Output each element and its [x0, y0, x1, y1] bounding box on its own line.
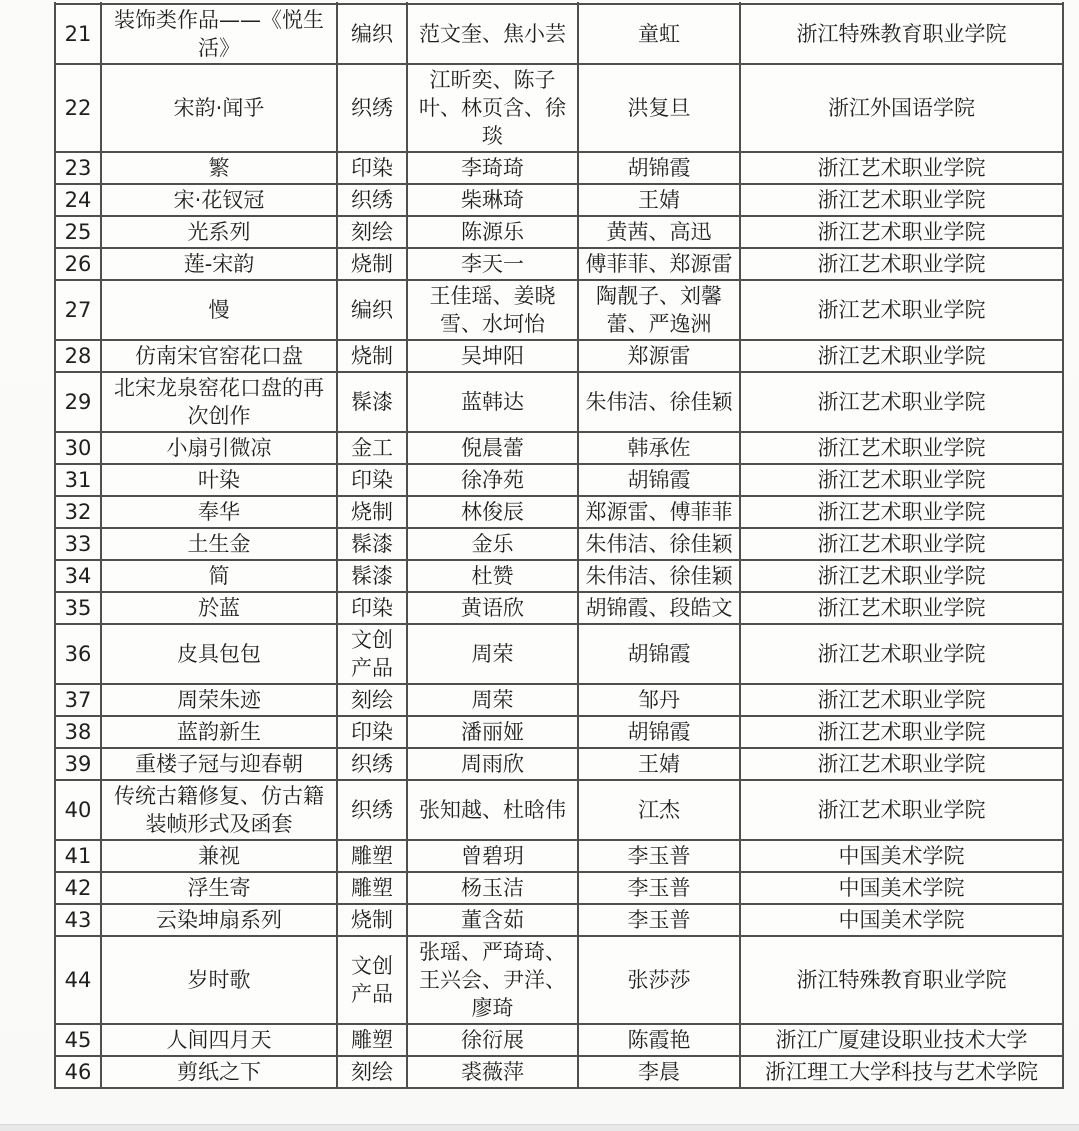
cell-work-title: 小扇引微凉 [101, 432, 337, 464]
cell-authors: 杨玉洁 [407, 872, 578, 904]
cell-number: 34 [55, 560, 101, 592]
table-row [55, 340, 1063, 372]
cell-authors: 吴坤阳 [407, 340, 578, 372]
cell-authors: 曾碧玥 [407, 840, 578, 872]
cell-advisors: 胡锦霞 [578, 716, 740, 748]
table-row [55, 372, 1063, 432]
cell-institution: 浙江艺术职业学院 [740, 560, 1063, 592]
cell-number: 25 [55, 216, 101, 248]
cell-advisors: 胡锦霞、段皓文 [578, 592, 740, 624]
cell-advisors: 朱伟洁、徐佳颖 [578, 528, 740, 560]
cell-number: 27 [55, 280, 101, 340]
cell-number: 29 [55, 372, 101, 432]
cell-work-title: 剪纸之下 [101, 1056, 337, 1088]
cell-advisors: 傅菲菲、郑源雷 [578, 248, 740, 280]
cell-advisors: 李晨 [578, 1056, 740, 1088]
cell-category: 织绣 [337, 184, 407, 216]
cell-category: 刻绘 [337, 216, 407, 248]
cell-institution: 中国美术学院 [740, 840, 1063, 872]
bottom-edge-strip [0, 1124, 1079, 1131]
cell-category: 印染 [337, 152, 407, 184]
cell-advisors: 陈霞艳 [578, 1024, 740, 1056]
table-row [55, 840, 1063, 872]
cell-category: 髹漆 [337, 372, 407, 432]
cell-category: 印染 [337, 464, 407, 496]
cell-advisors: 陶靓子、刘馨蕾、严逸洲 [578, 280, 740, 340]
cell-number: 41 [55, 840, 101, 872]
cell-authors: 董含茹 [407, 904, 578, 936]
cell-number: 42 [55, 872, 101, 904]
cell-number: 37 [55, 684, 101, 716]
cell-work-title: 装饰类作品——《悦生活》 [101, 4, 337, 64]
cell-authors: 黄语欣 [407, 592, 578, 624]
table-row [55, 904, 1063, 936]
cell-institution: 浙江艺术职业学院 [740, 340, 1063, 372]
cell-category: 文创产品 [337, 936, 407, 1024]
cell-category: 编织 [337, 280, 407, 340]
cell-number: 46 [55, 1056, 101, 1088]
cell-category: 织绣 [337, 64, 407, 152]
cell-number: 43 [55, 904, 101, 936]
cell-advisors: 郑源雷 [578, 340, 740, 372]
cell-work-title: 兼视 [101, 840, 337, 872]
table-row [55, 872, 1063, 904]
cell-advisors: 王婧 [578, 184, 740, 216]
cell-authors: 徐净苑 [407, 464, 578, 496]
cell-authors: 蓝韩达 [407, 372, 578, 432]
cell-institution: 浙江外国语学院 [740, 64, 1063, 152]
cell-work-title: 繁 [101, 152, 337, 184]
cell-institution: 浙江艺术职业学院 [740, 464, 1063, 496]
cell-category: 刻绘 [337, 684, 407, 716]
cell-institution: 浙江艺术职业学院 [740, 748, 1063, 780]
table-row [55, 716, 1063, 748]
cell-category: 印染 [337, 716, 407, 748]
table-row [55, 1056, 1063, 1088]
cell-work-title: 重楼子冠与迎春朝 [101, 748, 337, 780]
cell-category: 烧制 [337, 904, 407, 936]
cell-institution: 浙江艺术职业学院 [740, 624, 1063, 684]
cell-number: 44 [55, 936, 101, 1024]
cell-authors: 潘丽娅 [407, 716, 578, 748]
cell-institution: 浙江艺术职业学院 [740, 716, 1063, 748]
cell-advisors: 邹丹 [578, 684, 740, 716]
cell-authors: 徐衍展 [407, 1024, 578, 1056]
table-row [55, 280, 1063, 340]
table-row [55, 248, 1063, 280]
awards-table [54, 2, 1064, 1089]
cell-authors: 周雨欣 [407, 748, 578, 780]
cell-work-title: 土生金 [101, 528, 337, 560]
cell-advisors: 张莎莎 [578, 936, 740, 1024]
cell-category: 烧制 [337, 248, 407, 280]
cell-authors: 李天一 [407, 248, 578, 280]
cell-category: 文创产品 [337, 624, 407, 684]
cell-advisors: 黄茜、高迅 [578, 216, 740, 248]
cell-work-title: 周荣朱迹 [101, 684, 337, 716]
cell-number: 39 [55, 748, 101, 780]
cell-category: 金工 [337, 432, 407, 464]
cell-institution: 浙江广厦建设职业技术大学 [740, 1024, 1063, 1056]
cell-advisors: 李玉普 [578, 872, 740, 904]
cell-number: 40 [55, 780, 101, 840]
cell-institution: 浙江艺术职业学院 [740, 496, 1063, 528]
cell-advisors: 胡锦霞 [578, 152, 740, 184]
cell-work-title: 皮具包包 [101, 624, 337, 684]
cell-authors: 裘薇萍 [407, 1056, 578, 1088]
cell-institution: 浙江理工大学科技与艺术学院 [740, 1056, 1063, 1088]
cell-advisors: 李玉普 [578, 904, 740, 936]
cell-authors: 林俊辰 [407, 496, 578, 528]
cell-work-title: 宋韵·闻乎 [101, 64, 337, 152]
cell-institution: 浙江艺术职业学院 [740, 184, 1063, 216]
cell-institution: 浙江艺术职业学院 [740, 248, 1063, 280]
table-row [55, 528, 1063, 560]
cell-authors: 金乐 [407, 528, 578, 560]
cell-institution: 浙江艺术职业学院 [740, 152, 1063, 184]
cell-authors: 倪晨蕾 [407, 432, 578, 464]
cell-category: 烧制 [337, 496, 407, 528]
cell-institution: 浙江艺术职业学院 [740, 372, 1063, 432]
cell-number: 33 [55, 528, 101, 560]
cell-category: 雕塑 [337, 872, 407, 904]
cell-category: 织绣 [337, 780, 407, 840]
cell-work-title: 蓝韵新生 [101, 716, 337, 748]
cell-work-title: 仿南宋官窑花口盘 [101, 340, 337, 372]
cell-authors: 王佳瑶、姜晓雪、水坷怡 [407, 280, 578, 340]
cell-institution: 中国美术学院 [740, 904, 1063, 936]
cell-work-title: 北宋龙泉窑花口盘的再次创作 [101, 372, 337, 432]
table-row [55, 684, 1063, 716]
cell-institution: 浙江特殊教育职业学院 [740, 936, 1063, 1024]
cell-advisors: 韩承佐 [578, 432, 740, 464]
cell-number: 24 [55, 184, 101, 216]
cell-advisors: 郑源雷、傅菲菲 [578, 496, 740, 528]
cell-institution: 浙江艺术职业学院 [740, 780, 1063, 840]
table-row [55, 560, 1063, 592]
table-row [55, 624, 1063, 684]
cell-authors: 张知越、杜晗伟 [407, 780, 578, 840]
cell-institution: 浙江艺术职业学院 [740, 592, 1063, 624]
table-row [55, 936, 1063, 1024]
cell-work-title: 叶染 [101, 464, 337, 496]
cell-authors: 周荣 [407, 684, 578, 716]
cell-work-title: 莲-宋韵 [101, 248, 337, 280]
cell-institution: 浙江艺术职业学院 [740, 216, 1063, 248]
cell-institution: 浙江艺术职业学院 [740, 432, 1063, 464]
cell-number: 22 [55, 64, 101, 152]
table-row [55, 1024, 1063, 1056]
cell-advisors: 朱伟洁、徐佳颖 [578, 560, 740, 592]
cell-category: 雕塑 [337, 1024, 407, 1056]
table-row [55, 216, 1063, 248]
cell-advisors: 胡锦霞 [578, 624, 740, 684]
cell-number: 30 [55, 432, 101, 464]
cell-authors: 杜赞 [407, 560, 578, 592]
table-row [55, 184, 1063, 216]
cell-number: 35 [55, 592, 101, 624]
cell-number: 31 [55, 464, 101, 496]
cell-work-title: 传统古籍修复、仿古籍装帧形式及函套 [101, 780, 337, 840]
cell-authors: 江昕奕、陈子叶、林页含、徐琰 [407, 64, 578, 152]
cell-institution: 浙江艺术职业学院 [740, 684, 1063, 716]
table-row [55, 432, 1063, 464]
cell-work-title: 光系列 [101, 216, 337, 248]
cell-number: 28 [55, 340, 101, 372]
cell-authors: 陈源乐 [407, 216, 578, 248]
table-row [55, 592, 1063, 624]
table-row [55, 64, 1063, 152]
cell-category: 刻绘 [337, 1056, 407, 1088]
table-row [55, 496, 1063, 528]
table-row [55, 464, 1063, 496]
cell-category: 雕塑 [337, 840, 407, 872]
cell-number: 36 [55, 624, 101, 684]
cell-category: 织绣 [337, 748, 407, 780]
table-row [55, 4, 1063, 64]
cell-category: 印染 [337, 592, 407, 624]
cell-authors: 张瑶、严琦琦、王兴会、尹洋、廖琦 [407, 936, 578, 1024]
cell-institution: 浙江特殊教育职业学院 [740, 4, 1063, 64]
cell-work-title: 云染坤扇系列 [101, 904, 337, 936]
cell-work-title: 宋·花钗冠 [101, 184, 337, 216]
cell-authors: 范文奎、焦小芸 [407, 4, 578, 64]
cell-advisors: 李玉普 [578, 840, 740, 872]
cell-advisors: 朱伟洁、徐佳颖 [578, 372, 740, 432]
cell-advisors: 洪复旦 [578, 64, 740, 152]
cell-advisors: 王婧 [578, 748, 740, 780]
cell-authors: 柴琳琦 [407, 184, 578, 216]
table-body [55, 2, 1063, 1088]
cell-work-title: 於蓝 [101, 592, 337, 624]
table-row [55, 780, 1063, 840]
cell-category: 编织 [337, 4, 407, 64]
cell-work-title: 简 [101, 560, 337, 592]
cell-advisors: 童虹 [578, 4, 740, 64]
cell-category: 髹漆 [337, 560, 407, 592]
cell-work-title: 浮生寄 [101, 872, 337, 904]
table-row [55, 152, 1063, 184]
cell-advisors: 江杰 [578, 780, 740, 840]
cell-category: 髹漆 [337, 528, 407, 560]
cell-number: 23 [55, 152, 101, 184]
cell-number: 26 [55, 248, 101, 280]
cell-number: 21 [55, 4, 101, 64]
cell-number: 38 [55, 716, 101, 748]
cell-advisors: 胡锦霞 [578, 464, 740, 496]
cell-category: 烧制 [337, 340, 407, 372]
cell-number: 45 [55, 1024, 101, 1056]
cell-work-title: 人间四月天 [101, 1024, 337, 1056]
cell-number: 32 [55, 496, 101, 528]
cell-work-title: 岁时歌 [101, 936, 337, 1024]
cell-work-title: 慢 [101, 280, 337, 340]
cell-authors: 周荣 [407, 624, 578, 684]
cell-institution: 中国美术学院 [740, 872, 1063, 904]
cell-institution: 浙江艺术职业学院 [740, 280, 1063, 340]
table-row [55, 748, 1063, 780]
cell-authors: 李琦琦 [407, 152, 578, 184]
cell-work-title: 奉华 [101, 496, 337, 528]
cell-institution: 浙江艺术职业学院 [740, 528, 1063, 560]
